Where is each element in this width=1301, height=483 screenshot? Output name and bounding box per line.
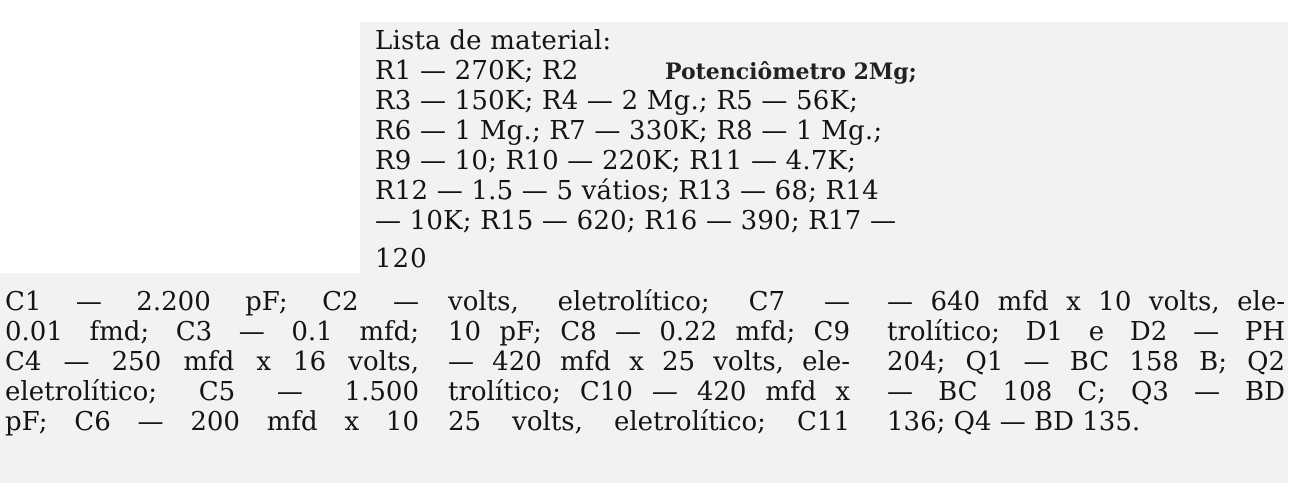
material-list-line-2: R3 — 150K; R4 — 2 Mg.; R5 — 56K; xyxy=(375,86,859,116)
column-3-line: — BC 108 C; Q3 — BD xyxy=(887,377,1285,407)
material-list-heading: Lista de material: xyxy=(375,26,612,56)
column-3-line: trolítico; D1 e D2 — PH xyxy=(887,317,1285,347)
column-1-line: C1 — 2.200 pF; C2 — xyxy=(5,287,419,317)
material-list-line-1-smudged: Potenciômetro 2Mg; xyxy=(665,59,917,85)
column-1-line: eletrolítico; C5 — 1.500 xyxy=(5,377,419,407)
cut-fragment-text: 120 xyxy=(375,244,428,274)
column-2-line: 10 pF; C8 — 0.22 mfd; C9 xyxy=(448,317,850,347)
material-list-cut-fragment xyxy=(375,244,428,274)
material-list-line-1: R1 — 270K; R2 xyxy=(375,56,579,86)
material-list-line-6: — 10K; R15 — 620; R16 — 390; R17 — xyxy=(375,206,897,236)
text-column-2 xyxy=(448,287,850,437)
column-3-line: 136; Q4 — BD 135. xyxy=(887,407,1141,437)
column-1-line: pF; C6 — 200 mfd x 10 xyxy=(5,407,419,437)
column-2-line: 25 volts, eletrolítico; C11 xyxy=(448,407,850,437)
page-margin-right xyxy=(1288,0,1301,483)
column-1-line: C4 — 250 mfd x 16 volts, xyxy=(5,347,419,377)
column-3-line: 204; Q1 — BC 158 B; Q2 xyxy=(887,347,1285,377)
column-3-line: — 640 mfd x 10 volts, ele- xyxy=(887,287,1285,317)
material-list-line-5: R12 — 1.5 — 5 vátios; R13 — 68; R14 xyxy=(375,176,879,206)
page-margin-left xyxy=(0,0,360,273)
text-column-1 xyxy=(5,287,419,437)
column-2-line: — 420 mfd x 25 volts, ele- xyxy=(448,347,850,377)
text-column-3 xyxy=(887,287,1285,437)
material-list-line-3: R6 — 1 Mg.; R7 — 330K; R8 — 1 Mg.; xyxy=(375,116,883,146)
material-list-line-4: R9 — 10; R10 — 220K; R11 — 4.7K; xyxy=(375,146,857,176)
column-2-line: volts, eletrolítico; C7 — xyxy=(448,287,850,317)
column-2-line: trolítico; C10 — 420 mfd x xyxy=(448,377,850,407)
column-1-line: 0.01 fmd; C3 — 0.1 mfd; xyxy=(5,317,419,347)
